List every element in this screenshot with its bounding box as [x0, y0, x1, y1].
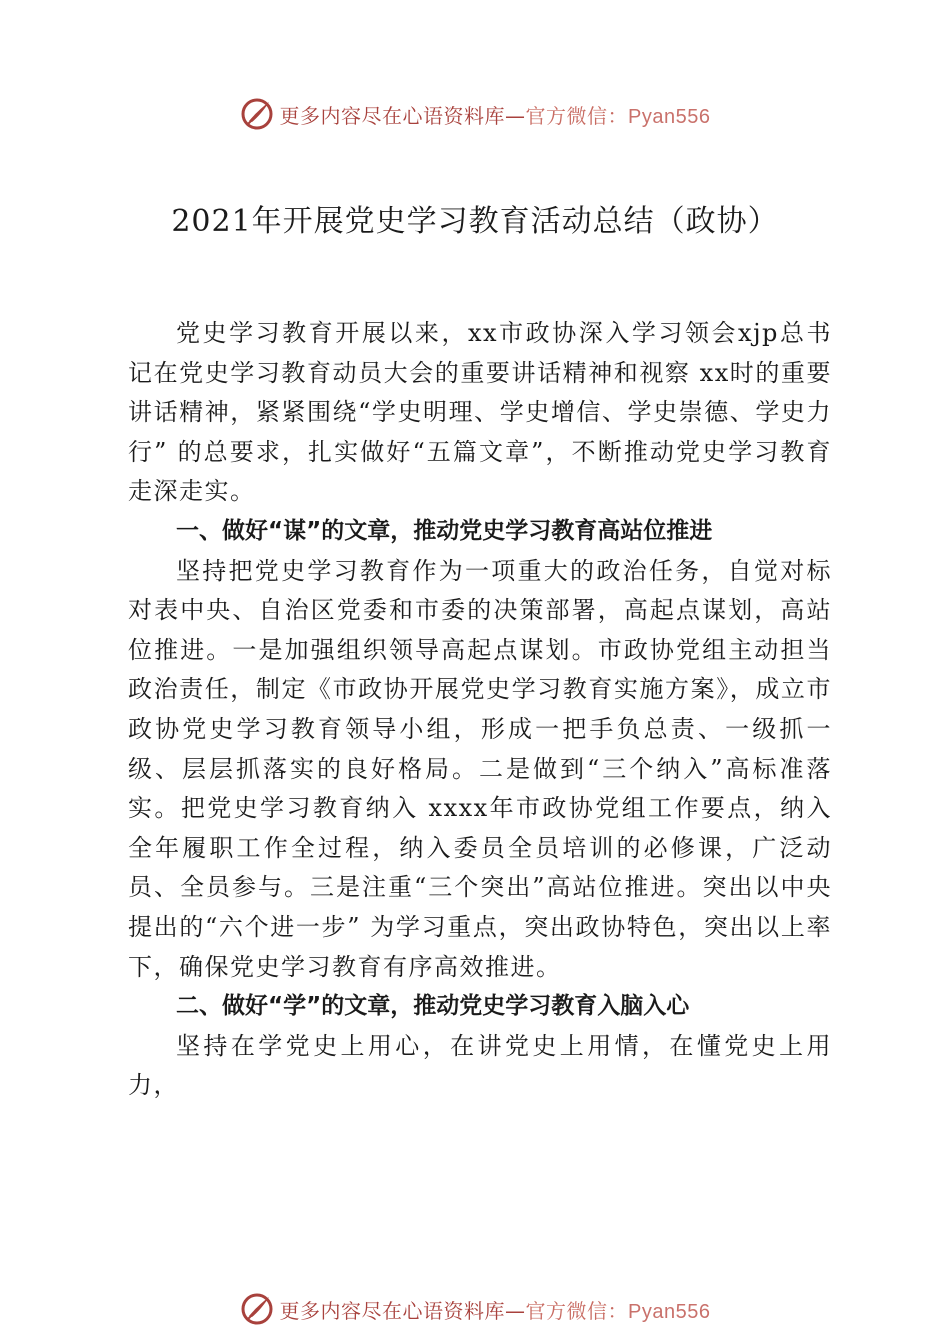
watermark-wechat-label: 官方微信：	[525, 1298, 629, 1323]
footer-watermark	[0, 1287, 950, 1331]
section-2-heading: 二、做好“学”的文章，推动党史学习教育入脑入心	[176, 993, 690, 1020]
watermark-dash: —	[505, 1298, 526, 1323]
watermark-main: 更多内容尽在心语资料库	[279, 103, 506, 128]
header-watermark	[0, 92, 950, 136]
section-1-heading: 一、做好“谋”的文章，推动党史学习教育高站位推进	[176, 517, 713, 544]
intro-paragraph: 党史学习教育开展以来，xx市政协深入学习领会xjp总书记在党史学习教育动员大会的重要讲话精神和视察 xx时的重要讲话精神，紧紧围绕“学史明理、学史增信、学史崇德、学史力行” 的总要求，扎实做好“五篇文章”，不断推动党史学习教育走深走实。	[128, 319, 832, 506]
section-1-paragraph: 坚持把党史学习教育作为一项重大的政治任务，自觉对标对表中央、自治区党委和市委的决策部署，高起点谋划，高站位推进。一是加强组织领导高起点谋划。市政协党组主动担当政治责任，制定《市政协开展党史学习教育实施方案》，成立市政协党史学习教育领导小组，形成一把手负总责、一级抓一级、层层抓落实的良好格局。二是做到“三个纳入”高标准落实。把党史学习教育纳入 xxxx年市政协党组工作要点，纳入全年履职工作全过程，纳入委员全员培训的必修课，广泛动员、全员参与。三是注重“三个突出”高站位推进。突出以中央提出的“六个进一步” 为学习重点，突出政协特色，突出以上率下，确保党史学习教育有序高效推进。	[128, 556, 832, 981]
document-body	[128, 314, 832, 1106]
watermark-text	[280, 100, 711, 129]
document-title: 2021年开展党史学习教育活动总结（政协）	[171, 204, 779, 239]
watermark-wechat-label: 官方微信：	[525, 103, 629, 128]
watermark-text	[280, 1295, 711, 1324]
watermark-main: 更多内容尽在心语资料库	[279, 1298, 506, 1323]
watermark-wechat-id: Pyan556	[628, 105, 711, 128]
section-2-paragraph: 坚持在学党史上用心，在讲党史上用情，在懂党史上用力，	[128, 1031, 832, 1100]
quill-logo-icon	[240, 97, 274, 131]
watermark-dash: —	[505, 103, 526, 128]
watermark-wechat-id: Pyan556	[628, 1300, 711, 1323]
quill-logo-icon	[240, 1292, 274, 1326]
